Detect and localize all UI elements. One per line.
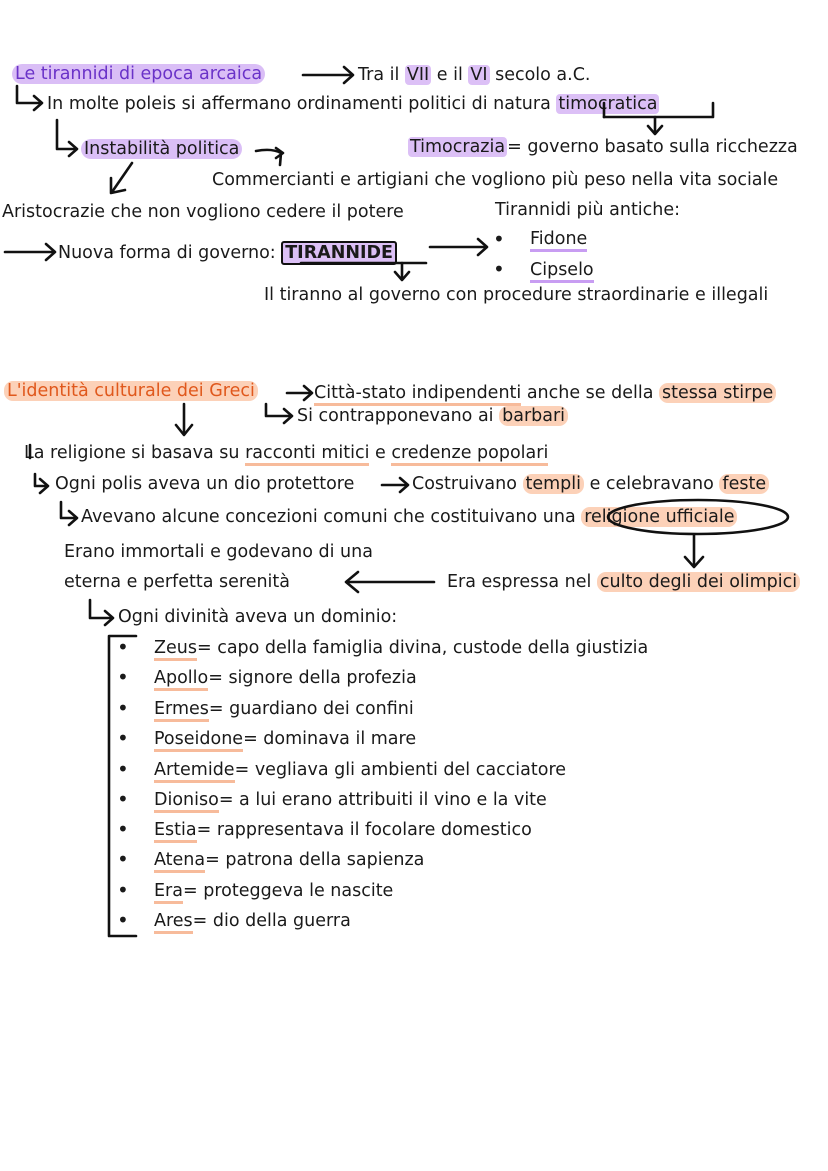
bullet-icon: •	[117, 817, 129, 841]
timocrazia-definition: Timocrazia = governo basato sulla ricchezza	[410, 137, 798, 157]
arrow-right-icon	[5, 244, 55, 260]
bullet-icon: •	[117, 635, 129, 659]
god-estia: Estia= rappresentava il focolare domestico	[154, 819, 532, 841]
timocratica-keyword: timocratica	[558, 94, 658, 114]
common-line: Avevano alcune concezioni comuni che costituivano una religione ufficiale	[81, 506, 737, 528]
god-artemide: Artemide= vegliava gli ambienti del cacciatore	[154, 759, 566, 781]
elbow-arrow-icon	[35, 474, 48, 493]
city-state-line: Città-stato indipendenti anche se della stessa stirpe	[314, 382, 776, 404]
god-apollo: Apollo= signore della profezia	[154, 667, 417, 689]
god-poseidone: Poseidone= dominava il mare	[154, 728, 416, 750]
section1-title: Le tirannidi di epoca arcaica	[12, 63, 265, 85]
elbow-arrow-icon	[57, 120, 77, 156]
god-zeus: Zeus= capo della famiglia divina, custode della giustizia	[154, 637, 648, 659]
temples-line: Costruivano templi e celebravano feste	[412, 473, 769, 495]
arrow-down-icon	[176, 404, 192, 435]
arrow-right-icon	[430, 239, 487, 255]
elbow-arrow-icon	[17, 86, 42, 110]
merchants-line: Commercianti e artigiani che vogliono più peso nella vita sociale	[212, 170, 779, 190]
polis-god-line: Ogni polis aveva un dio protettore	[55, 474, 355, 494]
bullet-icon: •	[117, 787, 129, 811]
older-tyrannies-label: Tirannidi più antiche:	[495, 200, 681, 220]
section2-title: L'identità culturale dei Greci	[4, 380, 258, 402]
bullet-icon: •	[117, 665, 129, 689]
bullet-icon: •	[493, 227, 505, 251]
period-line: Tra il VII e il VI secolo a.C.	[358, 65, 591, 85]
poleis-line: In molte poleis si affermano ordinamenti politici di natura timocratica	[47, 94, 658, 114]
cult-line: Era espressa nel culto degli dei olimpici	[447, 571, 800, 593]
arrow-right-icon	[303, 67, 353, 83]
bullet-icon: •	[117, 696, 129, 720]
arrow-left-icon	[346, 572, 434, 592]
aristocracies-line: Aristocrazie che non vogliono cedere il potere	[2, 202, 404, 222]
tirannide-keyword: TIRANNIDE	[281, 241, 397, 265]
arrow-down-right-icon	[256, 148, 283, 165]
domain-intro: Ogni divinità aveva un dominio:	[118, 607, 398, 627]
arrow-right-icon	[287, 386, 312, 400]
arrow-right-icon	[382, 478, 408, 492]
bullet-icon: •	[117, 726, 129, 750]
tyrant-cipselo: Cipselo	[530, 259, 594, 281]
opposed-line: Si contrapponevano ai barbari	[297, 405, 568, 427]
bullet-icon: •	[117, 878, 129, 902]
highlight-oval	[608, 500, 788, 534]
arrow-down-left-icon	[111, 163, 132, 193]
god-ermes: Ermes= guardiano dei confini	[154, 698, 414, 720]
immortal-line-1: Erano immortali e godevano di una	[64, 542, 373, 562]
elbow-arrow-icon	[61, 502, 77, 525]
god-era: Era= proteggeva le nascite	[154, 880, 393, 902]
bullet-icon: •	[117, 757, 129, 781]
bullet-icon: •	[117, 908, 129, 932]
bracket-down-icon	[604, 103, 713, 134]
tyrant-fidone: Fidone	[530, 228, 587, 250]
bullet-icon: •	[117, 847, 129, 871]
religion-line: La religione si basava su racconti mitici e credenze popolari	[24, 442, 548, 464]
bracket-down-icon	[301, 263, 426, 280]
immortal-line-2: eterna e perfetta serenità	[64, 572, 290, 592]
god-ares: Ares= dio della guerra	[154, 910, 351, 932]
list-bracket-icon	[109, 636, 136, 936]
bullet-icon: •	[493, 257, 505, 281]
new-form-line: Nuova forma di governo: TIRANNIDE	[58, 242, 397, 264]
tyrant-description: Il tiranno al governo con procedure straordinarie e illegali	[264, 285, 769, 305]
god-atena: Atena= patrona della sapienza	[154, 849, 424, 871]
religione-ufficiale-keyword: religione ufficiale	[581, 507, 737, 527]
elbow-arrow-icon	[90, 600, 113, 625]
arrow-down-icon	[685, 535, 703, 567]
instability-label: Instabilità politica	[81, 138, 242, 160]
god-dioniso: Dioniso= a lui erano attribuiti il vino e la vite	[154, 789, 547, 811]
elbow-arrow-icon	[266, 404, 292, 423]
